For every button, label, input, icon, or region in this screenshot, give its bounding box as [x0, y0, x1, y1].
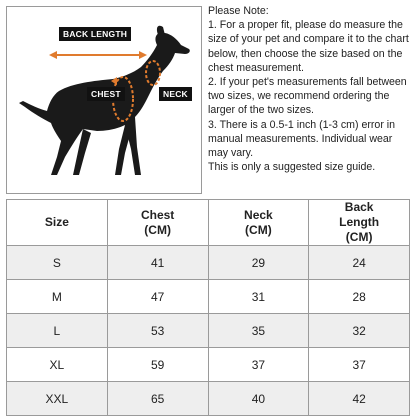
size-chart-table: [6, 199, 410, 416]
notes-title: Please Note:: [208, 5, 269, 17]
cell-chest: 59: [107, 348, 208, 382]
note-item: 3. There is a 0.5-1 inch (1-3 cm) error in manual measurements. Individual wear may vary.: [208, 118, 396, 160]
cell-size: L: [7, 314, 108, 348]
cell-back-length: 24: [309, 246, 410, 280]
table-row: [7, 348, 410, 382]
back-length-label: BACK LENGTH: [59, 27, 131, 41]
cell-size: M: [7, 280, 108, 314]
neck-label: NECK: [159, 87, 192, 101]
chest-label: CHEST: [87, 87, 125, 101]
table-row: [7, 382, 410, 416]
cell-neck: 35: [208, 314, 309, 348]
cell-back-length: 32: [309, 314, 410, 348]
cell-chest: 53: [107, 314, 208, 348]
cell-back-length: 28: [309, 280, 410, 314]
measurement-diagram: [6, 6, 202, 194]
header-neck: Neck (CM): [208, 200, 309, 246]
cell-neck: 37: [208, 348, 309, 382]
header-chest: Chest (CM): [107, 200, 208, 246]
header-size: Size: [7, 200, 108, 246]
size-notes: [208, 4, 412, 174]
note-item: 1. For a proper fit, please do measure the size of your pet and compare it to the chart below, then choose the size based on the chest measurement.: [208, 19, 409, 74]
back-length-arrow: [49, 51, 147, 59]
cell-chest: 41: [107, 246, 208, 280]
cell-back-length: 42: [309, 382, 410, 416]
table-header-row: [7, 200, 410, 246]
table-row: [7, 280, 410, 314]
notes-footer: This is only a suggested size guide.: [208, 161, 376, 174]
table-row: [7, 314, 410, 348]
cell-neck: 40: [208, 382, 309, 416]
cell-back-length: 37: [309, 348, 410, 382]
cell-size: XL: [7, 348, 108, 382]
cell-chest: 65: [107, 382, 208, 416]
table-row: [7, 246, 410, 280]
header-back-length: Back Length (CM): [309, 200, 410, 246]
note-item: 2. If your pet's measurements fall between two sizes, we recommend ordering the larger of the two sizes.: [208, 76, 407, 117]
cell-size: S: [7, 246, 108, 280]
dog-silhouette-icon: [19, 33, 190, 175]
cell-chest: 47: [107, 280, 208, 314]
cell-size: XXL: [7, 382, 108, 416]
cell-neck: 29: [208, 246, 309, 280]
cell-neck: 31: [208, 280, 309, 314]
